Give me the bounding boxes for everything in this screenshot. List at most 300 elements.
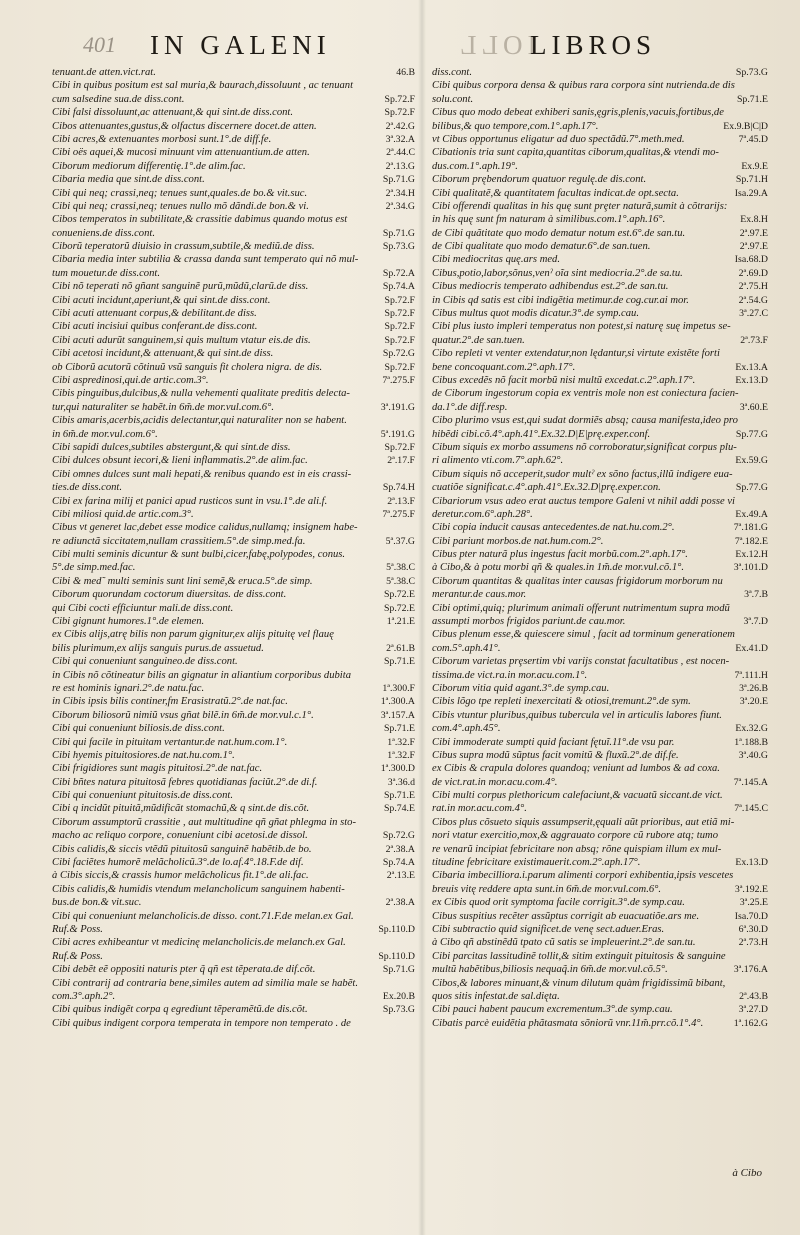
entry-reference: Sp.110.D [378,924,415,935]
entry-text: Cibis calidis,& siccis vtẽdũ pituitosũ sanguinẽ habẽtib.de bo. [52,843,312,855]
index-entry-line [52,106,415,119]
index-entry-line [432,896,768,909]
entry-text: Cibi acres exhibeantur vt medicinę melancholicis.de melanch.ex Gal. [52,937,346,949]
index-entry-line [432,79,768,92]
index-entry-line [52,829,415,842]
entry-reference: Sp.72.F [384,294,415,306]
entry-text: Cibi qui conueniunt pituitosis.de diss.cont. [52,790,233,802]
entry-reference: Ex.41.D [735,642,768,654]
entry-reference: 7ª.275.F [382,374,415,386]
index-entry-line [432,280,768,293]
entry-text: Ciborum biliosorũ nimiũ vsus gñat bilẽ.in 6m̃.de mor.vul.c.1°. [52,709,314,721]
entry-text: Cibos attenuantes,gustus,& olfactus discernere docet.de atten. [52,120,317,132]
index-entry-line [52,428,415,441]
index-entry-line [52,789,415,802]
entry-text: re est hominis ignari.2°.de natu.fac. [52,682,205,694]
entry-text: Ciborum mediorum differentię.1°.de alim.fac. [52,160,246,172]
index-entry-line [52,508,415,521]
entry-text: Cibi qui conueniunt sanguineo.de diss.cont. [52,656,238,668]
entry-text: bene concoquant.com.2°.aph.17°. [432,361,576,373]
entry-text: Cibus vt generet lac,debet esse modice calidus,nullamq; insignem habe- [52,522,358,534]
entry-text: Cibi gignunt humores.1°.de elemen. [52,616,205,628]
entry-reference: 7ª.145.C [734,803,768,815]
entry-text: Cibi ex farina milij et panici apud rusticos sunt in vsu.1°.de ali.f. [52,495,328,507]
index-entry-line [52,548,415,561]
index-entry-line [432,695,768,708]
index-entry-line [52,722,415,735]
entry-text: Cibis lõgo tpe repleti inexercitati & otiosi,tremunt.2°.de sym. [432,696,691,708]
index-entry-line [432,736,768,749]
entry-text: Cibi offerendi qualitas in his quę sunt prȩter naturã,sumit à cõtrarijs: [432,200,728,212]
entry-reference: Ex.49.A [735,508,768,520]
entry-reference: Sp.71.G [382,964,415,976]
index-entry-line [52,347,415,360]
entry-text: com.3°.aph.2°. [52,990,116,1002]
index-entry-line [52,200,415,213]
entry-text: bus.de bon.& vit.suc. [52,897,142,909]
entry-text: Cibi acuti incidunt,aperiunt,& qui sint.de diss.cont. [52,294,271,306]
entry-text: com.4°.aph.45°. [432,723,501,735]
entry-text: tenuant.de atten.vict.rat. [52,67,156,78]
index-entry-line [432,307,768,320]
index-entry-line [52,146,415,159]
entry-reference: Sp.72.F [384,334,415,346]
entry-text: Cibus multus quot modis dicatur.3°.de symp.cau. [432,308,639,320]
entry-reference: Ex.12.H [735,549,768,561]
entry-text: ex Cibis quod orit symptoma facile corrigit.3°.de symp.cau. [432,897,685,909]
index-entry-line [432,120,768,133]
entry-text: Cibo plurimo vsus est,qui sudat dormiẽs absq; causa manifesta,ideo pro [432,415,738,427]
index-entry-line [432,187,768,200]
entry-reference: Sp.72.F [384,321,415,333]
entry-text: Ciborum prębendorum quatuor regulę.de dis.cont. [432,174,647,186]
entry-reference: 1ª.300.D [380,763,415,775]
index-entry-line [432,535,768,548]
index-entry-line [52,561,415,574]
index-entry-line [52,575,415,588]
entry-text: Cibi qui conueniunt biliosis.de diss.cont. [52,723,225,735]
entry-text: Cibi qualitatẽ,& quantitatem facultas indicat.de opt.secta. [432,187,679,199]
entry-text: Ciborum assumptorũ crassitie , aut multitudine qñ gñat phlegma in sto- [52,816,356,828]
index-entry-line [432,508,768,521]
entry-text: Cibi aspredinosi,qui.de artic.com.3°. [52,374,209,386]
entry-text: Cibi frigidiores sunt magis pituitosi.2°.de nat.fac. [52,763,263,775]
index-entry-line [432,1003,768,1016]
entry-text: conueniens.de diss.cont. [52,227,155,239]
entry-text: Cibi in quibus positum est sal muria,& baurach,dissoluunt , ac tenuant [52,80,354,92]
entry-reference: 3ª.26.B [739,682,768,694]
entry-reference: 5ª.37.G [385,535,415,547]
entry-text: Cibi quibus indigent corpora temperata in tempore non temperato . de [52,1017,351,1029]
entry-text: nori vtatur exercitio,mox,& aggrauato corpore cũ rubore atq; tumo [432,830,718,842]
index-entry-line [432,789,768,802]
entry-reference: Sp.110.D [378,950,415,962]
index-entry-line [432,374,768,387]
entry-text: Cibi multi corpus plethoricum calefaciunt,& vacuatũ siccant.de vict. [432,790,723,802]
entry-text: deretur.com.6°.aph.28°. [432,508,533,520]
index-entry-line [52,481,415,494]
entry-text: Cibi contrarij ad contraria bene,similes autem ad similia male se habẽt. [52,977,359,989]
entry-text: Cibi pariunt morbos.de nat.hum.com.2°. [432,535,604,547]
index-entry-line [432,816,768,829]
entry-text: Cibi immoderate sumpti quid faciant fętuĩ.11°.de vsu par. [432,736,675,748]
index-entry-line [52,320,415,333]
index-entry-line [52,454,415,467]
index-column-left [52,66,415,1030]
entry-text: qui Cibi cocti efficiuntur mali.de diss.cont. [52,602,234,614]
entry-reference: 2ª.13.F [387,495,415,507]
entry-text: Cibi faciẽtes humorẽ melãcholicũ.3°.de lo.af.4°.18.F.de dif. [52,857,304,869]
entry-reference: 1ª.300.A [380,696,415,708]
entry-text: dus.com.1°.aph.19°. [432,160,518,172]
index-entry-line [432,173,768,186]
entry-reference: 1ª.162.G [733,1017,768,1029]
entry-text: macho ac reliquo corpore, conueniunt cibi acetosi.de dissol. [52,830,308,842]
entry-text: in his quę sunt fm naturam à similibus.com.1°.aph.16°. [432,214,666,226]
entry-text: Cibus supra modũ sũptus facit vomitũ & fluxũ.2°.de dif.fe. [432,749,679,761]
index-entry-line [432,146,768,159]
index-entry-line [432,950,768,963]
index-entry-line [432,253,768,266]
index-entry-line [432,575,768,588]
entry-reference: Sp.71.E [383,723,415,735]
index-entry-line [52,294,415,307]
index-entry-line [432,401,768,414]
entry-text: ties.de diss.cont. [52,482,123,494]
entry-reference: 1ª.21.E [386,616,415,628]
entry-text: Cibi acuti attenuant corpus,& debilitant.de diss. [52,308,257,320]
index-entry-line [52,79,415,92]
index-entry-line [52,588,415,601]
index-entry-line [432,802,768,815]
entry-reference: 2ª.42.G [385,120,415,132]
entry-reference: 3ª.40.G [738,749,768,761]
entry-text: Ruf.& Poss. [52,924,103,935]
entry-text: Cibi copia inducit causas antecedentes.de nat.hu.com.2°. [432,522,675,534]
entry-text: Cibi qui neq; crassi,neq; tenues sunt,quales.de bo.& vit.suc. [52,187,308,199]
index-entry-line [52,762,415,775]
entry-text: rat.in mor.acu.com.4°. [432,803,527,815]
index-entry-line [52,602,415,615]
entry-reference: Sp.74.A [382,281,415,293]
entry-text: Ciborum varietas prȩsertim vbi varijs constat facultatibus , est nocen- [432,656,730,668]
entry-text: de Cibi qualitate quo modo dematur.6°.de san.tuen. [432,241,651,253]
entry-reference: Ex.9.E [741,160,768,172]
entry-text: Cibi multi seminis dicuntur & sunt bulbi,cicer,fabę,polypodes, conus. [52,549,346,561]
index-entry-line [52,615,415,628]
entry-reference: Sp.72.E [383,589,415,601]
catchword: à Cibo [732,1167,762,1179]
entry-text: Ciborum quorundam coctorum diuersitas. de diss.cont. [52,589,287,601]
entry-text: Ciborũ teperatorũ diuisio in crassum,subtile,& mediũ.de diss. [52,241,315,253]
entry-reference: 3ª.192.E [734,883,768,895]
entry-reference: 2ª.13.E [386,870,415,882]
index-entry-line [52,535,415,548]
entry-reference: 2ª.34.G [385,200,415,212]
index-entry-line [52,695,415,708]
entry-text: vt Cibus opportunus eligatur ad duo spectãdũ.7°.meth.med. [432,133,685,145]
entry-text: Ruf.& Poss. [52,950,103,962]
entry-text: Cibi acres,& extenuantes morbosi sunt.1°.de diff.fe. [52,133,272,145]
index-entry-line [432,963,768,976]
entry-reference: Isa.29.A [734,187,768,199]
index-entry-line [432,227,768,240]
entry-text: Cibi parcitas lassitudinẽ tollit,& sitim extinguit pituitosis & sanguine [432,950,726,962]
entry-reference: Ex.13.D [735,857,768,869]
index-entry-line [432,910,768,923]
entry-reference: Ex.20.B [382,990,415,1002]
index-entry-line [432,334,768,347]
entry-reference: Sp.74.H [382,482,415,494]
index-entry-line [432,749,768,762]
entry-text: Cibi miliosi quid.de artic.com.3°. [52,508,194,520]
entry-reference: Isa.70.D [734,910,768,922]
index-entry-line [52,963,415,976]
index-entry-line [52,669,415,682]
entry-text: à Cibo,& à potu morbi qñ & quales.in 1m̃.de mor.vul.cõ.1°. [432,562,685,574]
index-entry-line [432,66,768,79]
entry-reference: 2ª.13.G [385,160,415,172]
entry-reference: Ex.32.G [735,723,768,735]
index-entry-line [52,334,415,347]
entry-reference: 7ª.145.A [733,776,768,788]
index-entry-line [432,495,768,508]
entry-text: Cibaria media inter subtilia & crassa danda sunt temperato qui nõ mul- [52,254,359,266]
entry-reference: 2ª.38.A [385,897,415,909]
index-entry-line [52,213,415,226]
entry-reference: 3ª.101.D [733,562,768,574]
entry-text: Cibariorum vsus adeo erat auctus tempore Galeni vt nihil addi posse vi [432,495,735,507]
entry-reference: 3ª.157.A [380,709,415,721]
index-entry-line [432,454,768,467]
entry-reference: 2ª.73.F [740,334,768,346]
index-entry-line [432,240,768,253]
entry-text: Cibi falsi dissoluunt,ac attenuant,& qui sint.de diss.cont. [52,107,294,119]
index-entry-line [52,267,415,280]
index-entry-line [52,655,415,668]
entry-text: cum salsedine sua.de diss.cont. [52,93,185,105]
entry-reference: 3ª.20.E [739,696,768,708]
entry-text: Cibi q incidũt pituitã,mũdificãt stomachũ,& q sint.de dis.cõt. [52,803,310,815]
entry-reference: Sp.72.F [384,361,415,373]
index-entry-line [432,883,768,896]
entry-reference: Sp.71.E [383,656,415,668]
entry-text: ex Cibis alijs,atrę bilis non parum gignitur,ex alijs pituitę vel flauę [52,629,334,641]
index-entry-line [52,240,415,253]
index-entry-line [52,709,415,722]
entry-reference: Sp.72.F [384,107,415,119]
entry-text: à Cibis siccis,& crassis humor melãcholicus fit.1°.de ali.fac. [52,870,309,882]
entry-text: Cibi hyemis pituitosiores.de nat.hu.com.1°. [52,749,235,761]
index-entry-line [432,869,768,882]
entry-reference: Sp.72.E [383,602,415,614]
index-entry-line [432,628,768,641]
index-entry-line [52,896,415,909]
index-entry-line [52,133,415,146]
entry-reference: 46.B [396,67,415,78]
index-entry-line [432,441,768,454]
index-entry-line [432,387,768,400]
entry-reference: 7ª.45.D [738,133,768,145]
entry-text: da.1°.de diff.resp. [432,401,508,413]
entry-text: ri alimento vti.com.7°.aph.62°. [432,455,564,467]
index-entry-line [52,173,415,186]
entry-text: assumpti morbos frigidos pariunt.de cau.mor. [432,616,626,628]
entry-text: Cibo repleti vt venter extendatur,non lędantur,si virtute existẽte forti [432,348,720,360]
entry-reference: 1ª.300.F [382,682,415,694]
entry-reference: Sp.71.E [383,790,415,802]
index-entry-line [52,936,415,949]
index-entry-line [432,588,768,601]
entry-reference: 5ª.38.C [386,562,415,574]
index-entry-line [432,923,768,936]
entry-reference: 3ª.7.D [743,616,768,628]
entry-text: Cibaria imbecilliora.i.parum alimenti corpori exhibentia,ipsis vescetes [432,870,734,882]
entry-reference: 3ª.25.E [739,897,768,909]
entry-text: diss.cont. [432,67,473,78]
index-entry-line [52,160,415,173]
entry-reference: 7ª.111.H [734,669,768,681]
entry-reference: 3ª.32.A [385,133,415,145]
index-entry-line [52,1003,415,1016]
entry-reference: 3ª.60.E [739,401,768,413]
entry-reference: Sp.72.F [384,93,415,105]
entry-text: Ciborum vitia quid agant.3°.de symp.cau. [432,682,610,694]
entry-reference: 7ª.181.G [733,522,768,534]
entry-text: Cibi pauci habent paucum excrementum.3°.de symp.cau. [432,1004,673,1016]
entry-text: Cibus excedẽs nõ facit morbũ nisi multũ excedat.c.2°.aph.17°. [432,374,696,386]
entry-reference: 2ª.97.E [739,241,768,253]
entry-reference: Ex.9.B|C|D [723,120,768,132]
entry-text: Cibi acuti adurũt sanguinem,si quis multum vtatur eis.de dis. [52,334,311,346]
index-entry-line [432,548,768,561]
entry-text: Cibos plus cõsueto siquis assumpserit,ęquali aũt prioribus, aut etiã mi- [432,816,735,828]
entry-reference: 2ª.54.G [738,294,768,306]
index-entry-line [432,160,768,173]
index-entry-line [432,990,768,1003]
entry-text: Cibi mediocritas quę.ars med. [432,254,560,266]
entry-reference: Sp.72.A [382,267,415,279]
entry-text: Cibi subtractio quid significet.de venę sect.aduer.Eras. [432,924,665,935]
index-entry-line [432,468,768,481]
entry-reference: Ex.59.G [735,455,768,467]
entry-text: de Cibi quãtitate quo modo dematur notum est.6°.de san.tu. [432,227,686,239]
index-entry-line [52,776,415,789]
entry-reference: Sp.74.A [382,857,415,869]
entry-reference: 5ª.38.C [386,575,415,587]
entry-reference: Sp.73.G [382,1004,415,1016]
entry-text: Cibi bñtes natura pituitosã febres quotidianas faciũt.2°.de di.f. [52,776,318,788]
entry-reference: Ex.8.H [740,214,768,226]
entry-reference: Sp.77.G [735,482,768,494]
entry-reference: 2ª.97.E [739,227,768,239]
entry-text: Cibi nõ teperati nõ gñant sanguinẽ purũ,mũdũ,clarũ.de diss. [52,281,309,293]
entry-text: Cibi qui facile in pituitam vertantur.de nat.hum.com.1°. [52,736,288,748]
index-entry-line [432,936,768,949]
entry-text: de Ciborum ingestorum copia ex ventris mole non est coniectura facien- [432,388,739,400]
entry-reference: 2ª.44.C [386,147,415,159]
entry-reference: 3ª.27.C [739,308,768,320]
index-entry-line [432,843,768,856]
entry-text: Cibus pter naturã plus ingestus facit morbũ.com.2°.aph.17°. [432,549,688,561]
index-entry-line [52,120,415,133]
entry-text: Cibi acuti incisiui quibus conferant.de diss.cont. [52,321,258,333]
entry-text: Cibi qui conueniunt melancholicis.de disso. cont.71.F.de melan.ex Gal. [52,910,354,922]
entry-text: Cibus quo modo debeat exhiberi sanis,ęgris,plenis,vacuis,fortibus,de [432,107,724,119]
index-entry-line [52,521,415,534]
entry-text: cuatiõe significat.c.4°.aph.41°.Ex.32.D|prę.exper.con. [432,482,661,494]
entry-text: Cibi debẽt eẽ oppositi naturis pter q̃ qñ est tẽperata.de dif.cõt. [52,964,316,976]
entry-text: Cibi oës aquei,& mucosi minuunt vim attenuantium.de atten. [52,147,310,159]
index-entry-line [52,990,415,1003]
index-entry-line [52,93,415,106]
entry-text: Cibus suspitius recẽter assũptus corrigit ab euacuatiõe.ars me. [432,910,700,922]
index-entry-line [432,722,768,735]
page-gutter [418,0,426,1235]
entry-reference: 2ª.17.F [387,455,415,467]
entry-text: Ciborum quantitas & qualitas inter causas frigidorum morborum nu [432,575,723,587]
entry-text: multũ habẽtibus,biliosis nequaq̃.in 6m̃.de mor.vul.cõ.5°. [432,964,668,976]
index-entry-line [432,776,768,789]
entry-text: Cibis calidis,& humidis vtendum melancholicum sanguinem habenti- [52,883,345,895]
index-entry-line [52,843,415,856]
entry-text: Cibos temperatos in subtilitate,& crassitie dabimus quando motus est [52,214,348,226]
entry-reference: 2ª.43.B [739,990,768,1002]
index-entry-line [432,481,768,494]
index-entry-line [432,93,768,106]
entry-reference: 2ª.73.H [738,937,768,949]
index-entry-line [52,253,415,266]
entry-text: in 6m̃.de mor.vul.com.6°. [52,428,158,440]
entry-reference: Isa.68.D [734,254,768,266]
index-entry-line [432,294,768,307]
entry-text: à Cibo qñ abstinẽdũ tpato cũ satis se impleuerint.2°.de san.tu. [432,937,696,949]
running-head-right: LIBROS [530,30,657,60]
index-entry-line [432,414,768,427]
entry-text: bilis plurimum,ex alijs sanguis purus.de assuetud. [52,642,264,654]
index-entry-line [52,227,415,240]
entry-reference: Sp.71.G [382,227,415,239]
index-entry-line [432,347,768,360]
index-entry-line [52,883,415,896]
entry-reference: Sp.73.G [735,67,768,78]
entry-text: Cibaria media que sint.de diss.cont. [52,174,205,186]
entry-text: solu.cont. [432,93,474,105]
entry-reference: Sp.77.G [735,428,768,440]
entry-reference: 2ª.34.H [385,187,415,199]
index-entry-line [432,561,768,574]
entry-text: Cibum siquis ex morbo assumens nõ corroboratur,significat corpus plu- [432,441,737,453]
entry-text: Cibi omnes dulces sunt mali hepati,& renibus quando est in eis crassi- [52,468,352,480]
entry-text: com.5°.aph.41°. [432,642,501,654]
entry-reference: 6ª.30.D [738,924,768,935]
index-entry-line [432,829,768,842]
entry-reference: 3ª.36.d [387,776,415,788]
entry-reference: 5ª.191.G [380,428,415,440]
index-entry-line [432,682,768,695]
index-entry-line [432,133,768,146]
show-through-text: IOLL [455,30,537,60]
entry-reference: Sp.72.F [384,308,415,320]
running-head-left: IN GALENI [150,30,331,60]
entry-text: breuis vitę reddere apta sunt.in 6m̃.de mor.vul.com.6°. [432,883,662,895]
index-entry-line [52,749,415,762]
entry-text: Cibi acetosi incidunt,& attenuant,& qui sint.de diss. [52,348,274,360]
index-entry-line [432,762,768,775]
index-entry-line [52,387,415,400]
entry-reference: Sp.74.E [383,803,415,815]
index-entry-line [52,977,415,990]
